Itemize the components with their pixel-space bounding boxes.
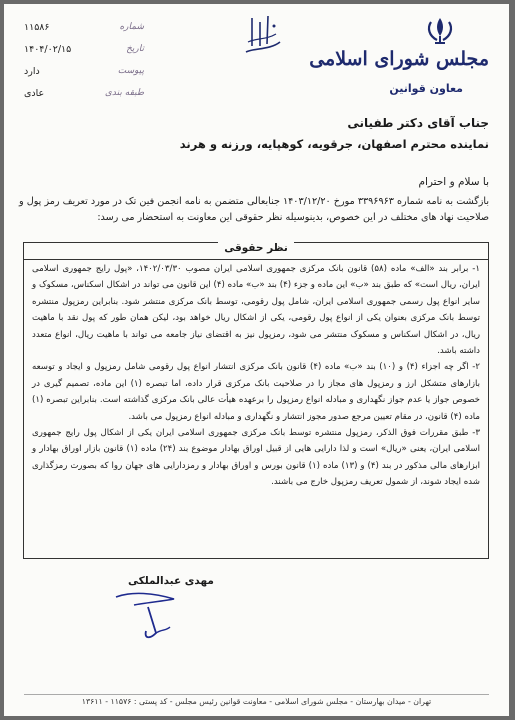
opinion-paragraph-2: ۲- اگر چه اجزاء (۴) و (۱۰) بند «ب» ماده (۴) قانون بانک مرکزی انتشار انواع پول رقومی شامل رمزپول و ایجاد و توسعه بازارهای متشکل ارز و رمزپول های مجاز را در صلاحیت بانک مرکزی قرار داده، اما تبصره (۱) این ماده، تصمیم گیری در خصوص جواز یا عدم جواز نگهداری و مبادله انواع رمزپول را برعهده هیأت عالی بانک مرکزی گذاشته است. بنابراین تبصره (۱) ماده (۴) قانون، در مقام تعیین مرجع صدور مجوز انتشار و نگهداری و مبادله انواع رمزپول می باشد. <box>32 362 480 422</box>
meta-row-classification: طبقه بندی عادی <box>24 87 144 99</box>
greeting: با سلام و احترام <box>418 176 489 188</box>
signer-name: مهدی عبدالملکی <box>128 575 214 587</box>
opinion-paragraph-1: ۱- برابر بند «الف» ماده (۵۸) قانون بانک مرکزی جمهوری اسلامی ایران مصوب ۱۴۰۲/۰۳/۳۰، «پول رایج جمهوری اسلامی ایران، ریال است» که طبق بند «ب» این ماده و جزء (۴) بند «ب» ماده (۴) این قانون می تواند در اشکال اسکناس، مسکوک و سایر انواع پول رسمی جمهوری اسلامی ایران، شامل پول رقومی، توسط بانک مرکزی منتشر شود. بنابراین رمزپول منتشره توسط بانک مرکزی بعنوان یکی از انواع پول رقومی، یکی از اشکال ریال خواهد بود، لیکن همان طور که پول نقد با ماهیت ریال، در اشکال اسکناس و مسکوک منتشر می شود، رمزپول نیز به اقتضای نیاز جامعه می تواند با ماهیت ریال، انواع متعدد داشته باشد. <box>32 264 480 357</box>
iran-emblem-icon <box>423 16 457 46</box>
recipient-title: نماینده محترم اصفهان، جرقویه، کوهپایه، ورزنه و هرند <box>179 137 489 151</box>
intro-paragraph: بازگشت به نامه شماره ۳۳۹۶۹۶۳ مورخ ۱۴۰۳/۱۲/۲۰ جنابعالی متضمن به نامه انجمن فین تک در مورد تعریف رمز پول و صلاحیت نهاد های مختلف در این خصوص، بدینوسیله نظر حقوقی این معاونت به استحضار می رسد: <box>19 196 489 223</box>
meta-row-number: شماره ۱۱۵۸۶ <box>24 21 144 33</box>
deputy-title: معاون قوانین <box>389 82 463 95</box>
organization-name: مجلس شورای اسلامی <box>309 48 489 70</box>
footer-address: تهران - میدان بهارستان - مجلس شورای اسلامی - معاونت قوانین رئیس مجلس - کد پستی : ۱۱۵۷۶ - ۱۳۶۱۱ <box>24 694 489 706</box>
signature <box>104 589 224 659</box>
meta-row-date: تاریخ ۱۴۰۴/۰۲/۱۵ <box>24 43 144 55</box>
letter-page <box>4 4 509 716</box>
letter-meta <box>24 16 144 104</box>
opinion-paragraph-3: ۳- طبق مقررات فوق الذکر، رمزپول منتشره توسط بانک مرکزی جمهوری اسلامی ایران یکی از اشکال پول رایج جمهوری اسلامی ایران، یعنی «ریال» است و لذا دارایی هایی از قبیل اوراق بهادار موضوع بند (۲۴) ماده (۱) قانون بازار اوراق بهادار و ابزارهای مالی مذکور در بند (۴) و (۱۳) ماده (۱) قانون بورس و اوراق بهادار و رمزدارایی های جهان روا که بصورت رمزگذاری شده ایجاد شوند، از شمول تعریف رمزپول خارج می باشند. <box>32 428 480 488</box>
recipient-name: جناب آقای دکتر طفیانی <box>347 116 489 130</box>
box-divider <box>24 259 488 260</box>
bismillah-calligraphy-icon <box>240 12 284 58</box>
legal-opinion-title: نظر حقوقی <box>24 242 488 254</box>
legal-opinion-box <box>23 242 489 559</box>
meta-row-attachment: پیوست دارد <box>24 65 144 77</box>
